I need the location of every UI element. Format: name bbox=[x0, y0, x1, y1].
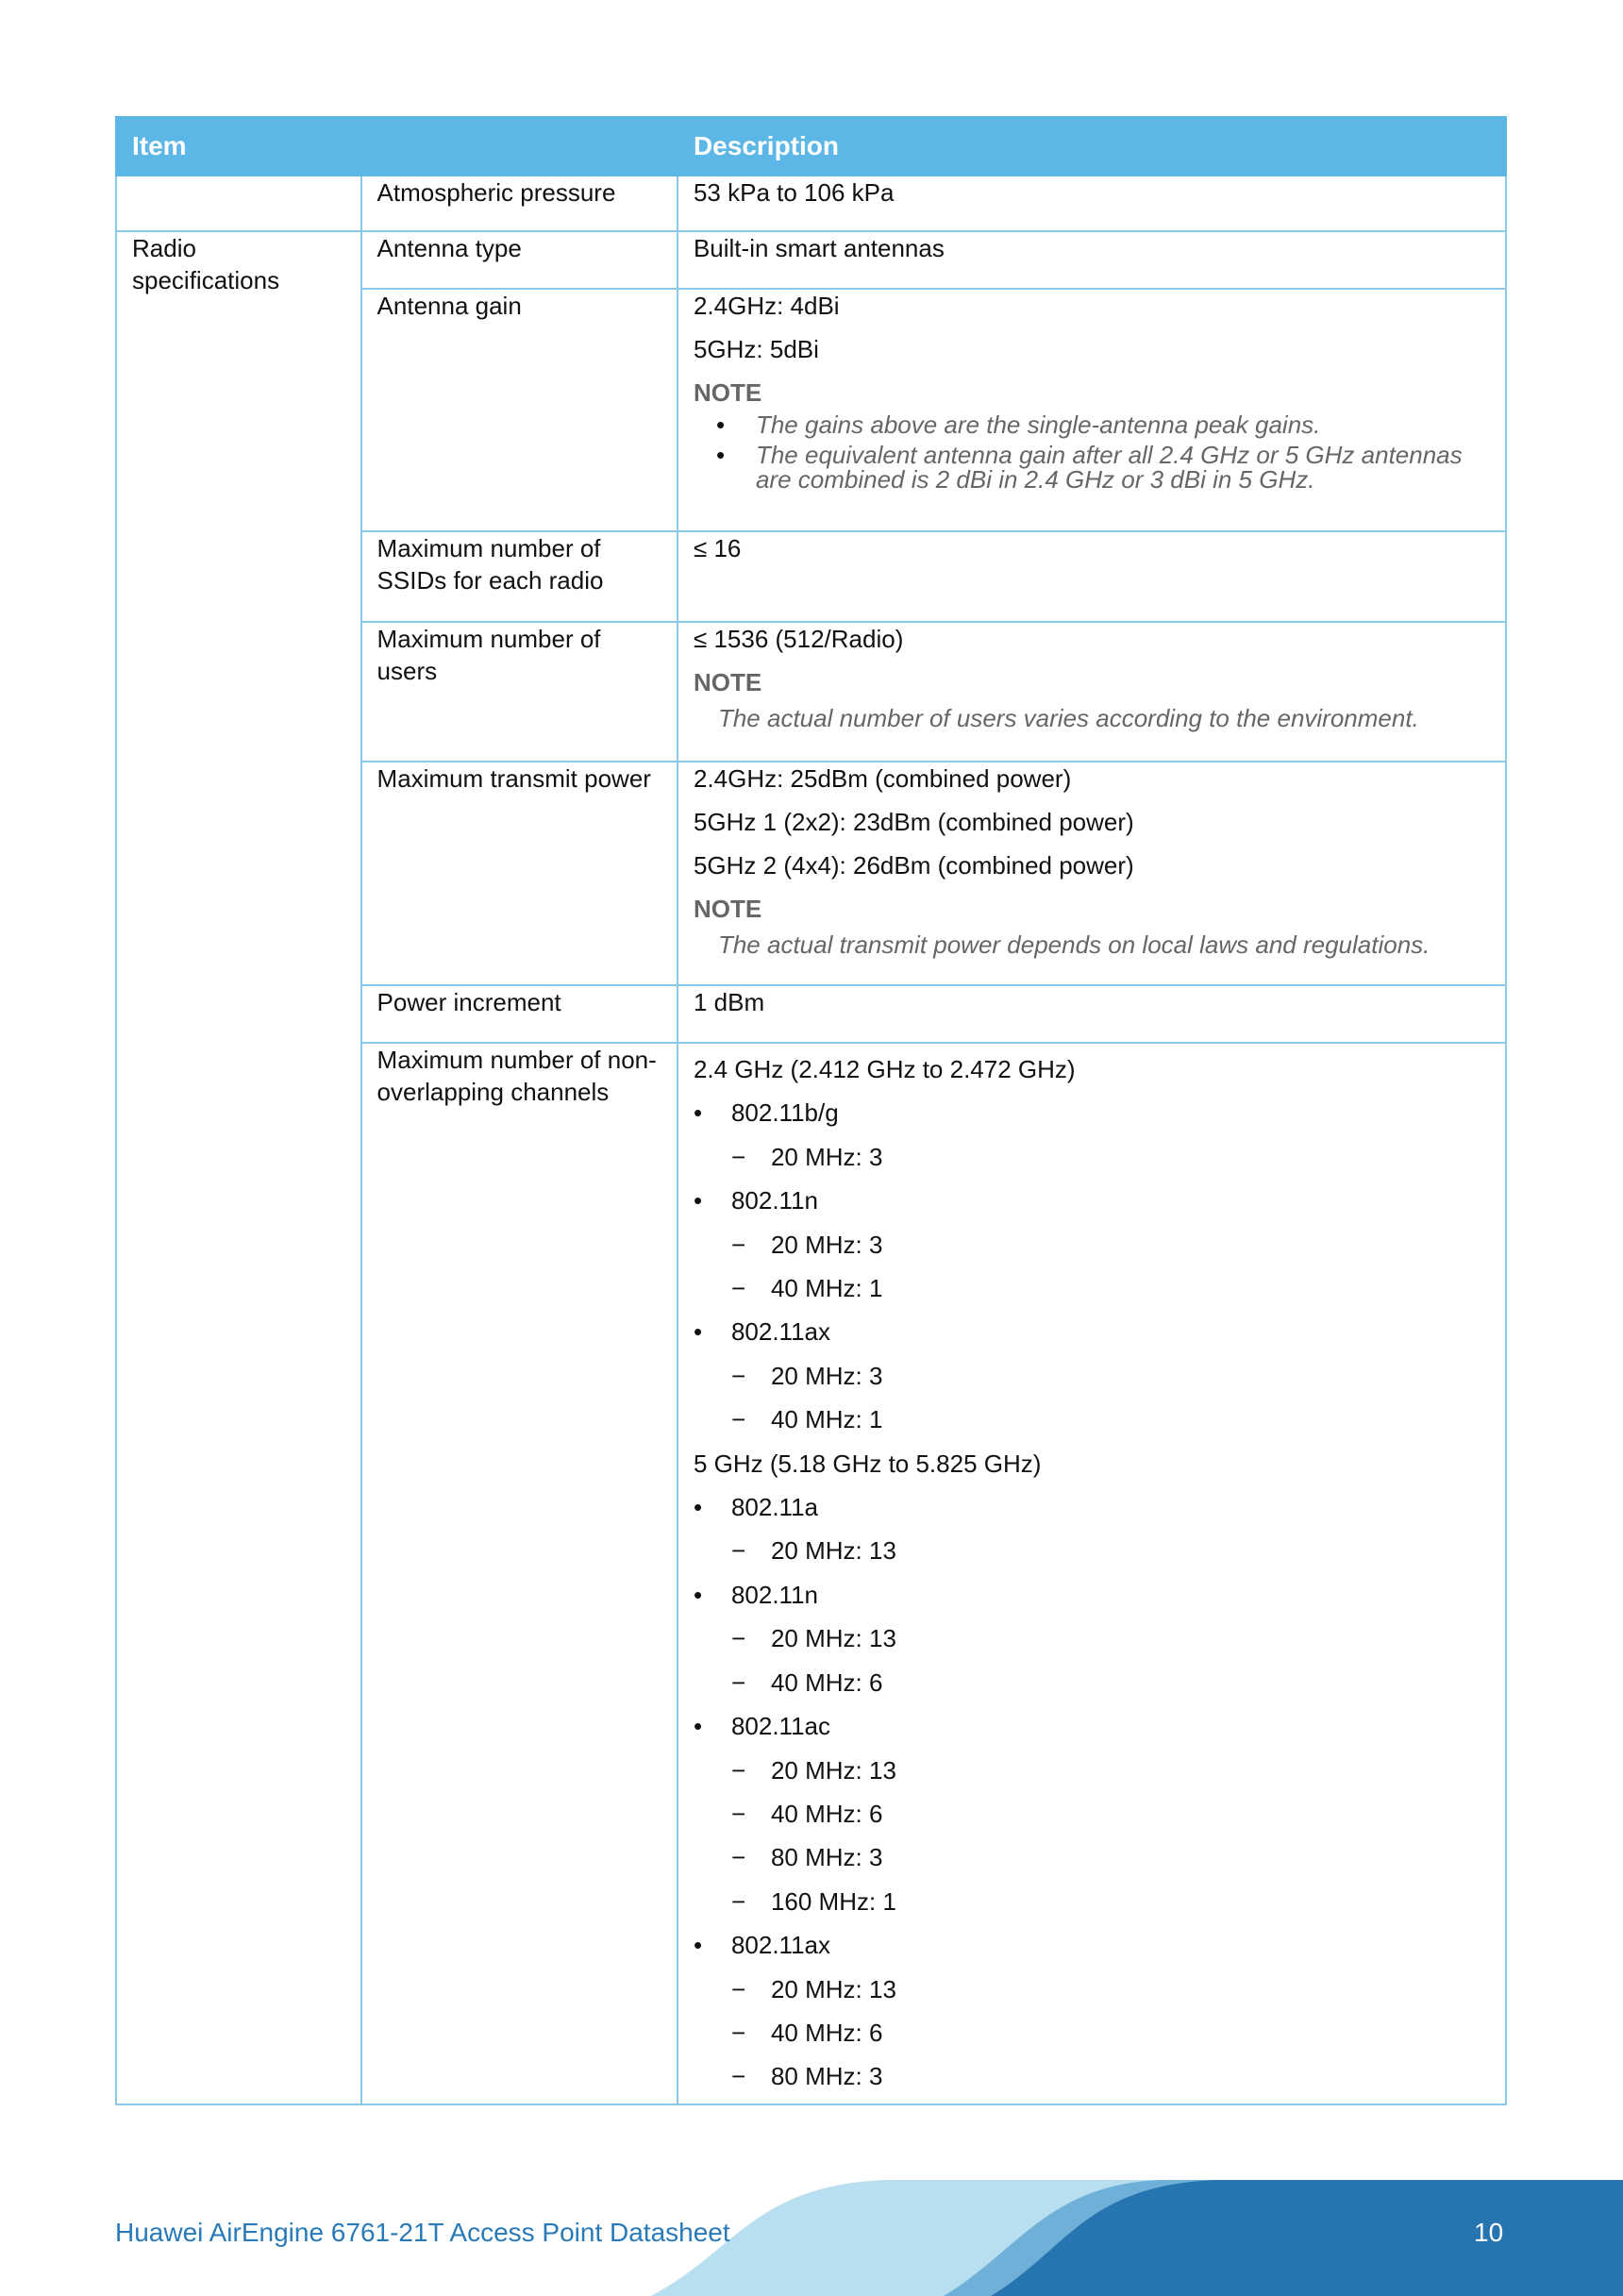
channel-width-item bbox=[694, 1529, 1490, 1572]
channel-width-text: 80 MHz: 3 bbox=[770, 2062, 883, 2091]
dash-icon: − bbox=[730, 2062, 746, 2091]
note-item bbox=[694, 412, 1490, 437]
value-cell: 1 dBm bbox=[678, 985, 1506, 1043]
dash-icon: − bbox=[730, 1230, 746, 1259]
standard-item bbox=[694, 1573, 1490, 1617]
channel-width-item bbox=[694, 1135, 1490, 1179]
item-cell: Antenna type bbox=[361, 231, 678, 289]
standard-name: 802.11ax bbox=[730, 1317, 831, 1347]
bullet-icon: • bbox=[693, 1186, 703, 1215]
value-cell bbox=[678, 289, 1506, 531]
bullet-icon: • bbox=[693, 1580, 703, 1609]
value-cell bbox=[678, 1043, 1506, 2104]
header-item: Item bbox=[116, 117, 678, 176]
value-cell: 53 kPa to 106 kPa bbox=[678, 176, 1506, 231]
band-title: 2.4 GHz (2.412 GHz to 2.472 GHz) bbox=[693, 1055, 1076, 1083]
channel-width-item bbox=[694, 1617, 1490, 1660]
channel-width-item bbox=[694, 1749, 1490, 1792]
channel-width-item bbox=[694, 2054, 1490, 2098]
standard-name: 802.11n bbox=[730, 1580, 819, 1609]
dash-icon: − bbox=[730, 1755, 746, 1785]
channel-width-item bbox=[694, 1398, 1490, 1441]
header-description: Description bbox=[678, 117, 1506, 176]
bullet-icon: • bbox=[693, 1098, 703, 1128]
dash-icon: − bbox=[730, 1843, 746, 1872]
note-label: NOTE bbox=[693, 378, 762, 407]
dash-icon: − bbox=[730, 1886, 746, 1916]
channel-width-text: 20 MHz: 13 bbox=[770, 1624, 896, 1653]
note-label: NOTE bbox=[693, 895, 762, 923]
item-cell: Maximum number of SSIDs for each radio bbox=[361, 531, 678, 622]
channel-width-text: 20 MHz: 13 bbox=[770, 1755, 896, 1785]
channel-width-text: 20 MHz: 3 bbox=[770, 1230, 883, 1259]
channel-width-text: 40 MHz: 1 bbox=[770, 1405, 883, 1434]
dash-icon: − bbox=[730, 1405, 746, 1434]
note-text: The gains above are the single-antenna peak gains. bbox=[755, 411, 1321, 439]
standard-name: 802.11ax bbox=[730, 1931, 831, 1960]
standard-item bbox=[694, 1179, 1490, 1222]
bullet-icon: • bbox=[693, 1931, 703, 1960]
standard-name: 802.11b/g bbox=[730, 1098, 839, 1128]
bullet-icon: • bbox=[715, 441, 726, 469]
value-cell bbox=[678, 762, 1506, 985]
item-cell: Atmospheric pressure bbox=[361, 176, 678, 231]
bullet-icon: • bbox=[693, 1493, 703, 1522]
channel-width-text: 20 MHz: 3 bbox=[770, 1361, 883, 1390]
channel-width-text: 80 MHz: 3 bbox=[770, 1843, 883, 1872]
item-cell: Maximum number of non-overlapping channels bbox=[361, 1043, 678, 2104]
channel-list bbox=[694, 1047, 1490, 2099]
value-line: 5GHz 1 (2x2): 23dBm (combined power) bbox=[693, 808, 1134, 836]
value-line: 5GHz: 5dBi bbox=[693, 335, 819, 363]
channel-width-text: 160 MHz: 1 bbox=[770, 1886, 896, 1916]
bullet-icon: • bbox=[693, 1712, 703, 1741]
item-cell: Power increment bbox=[361, 985, 678, 1043]
table-header-row bbox=[116, 117, 1506, 176]
item-cell: Maximum transmit power bbox=[361, 762, 678, 985]
item-cell: Maximum number of users bbox=[361, 622, 678, 762]
table-row bbox=[116, 176, 1506, 231]
standard-name: 802.11n bbox=[730, 1186, 819, 1215]
standard-name: 802.11a bbox=[730, 1493, 819, 1522]
note-item bbox=[694, 443, 1490, 492]
value-cell: Built-in smart antennas bbox=[678, 231, 1506, 289]
channel-width-text: 20 MHz: 13 bbox=[770, 1536, 896, 1566]
dash-icon: − bbox=[730, 1361, 746, 1390]
channel-width-text: 40 MHz: 6 bbox=[770, 1668, 883, 1697]
standard-item bbox=[694, 1923, 1490, 1967]
channel-width-text: 40 MHz: 1 bbox=[770, 1274, 883, 1303]
standard-item bbox=[694, 1091, 1490, 1134]
spec-table bbox=[115, 116, 1507, 2105]
channel-width-item bbox=[694, 1223, 1490, 1266]
channel-width-item bbox=[694, 1968, 1490, 2011]
standard-item bbox=[694, 1704, 1490, 1748]
dash-icon: − bbox=[730, 1142, 746, 1171]
note-list bbox=[694, 412, 1490, 492]
value-line: 2.4GHz: 25dBm (combined power) bbox=[693, 764, 1072, 793]
channel-width-text: 20 MHz: 3 bbox=[770, 1142, 883, 1171]
value-line: 5GHz 2 (4x4): 26dBm (combined power) bbox=[693, 851, 1134, 880]
note-text: The equivalent antenna gain after all 2.4 GHz or 5 GHz antennas are combined is 2 dBi in 2.4 GHz or 3 dBi in 5 GHz. bbox=[755, 441, 1463, 494]
channel-width-item bbox=[694, 1354, 1490, 1398]
bullet-icon: • bbox=[693, 1317, 703, 1347]
group-cell-radio: Radio specifications bbox=[116, 231, 361, 2104]
channel-width-item bbox=[694, 2011, 1490, 2054]
note-label: NOTE bbox=[693, 668, 762, 696]
channel-width-text: 40 MHz: 6 bbox=[770, 2018, 883, 2047]
footer-title: Huawei AirEngine 6761-21T Access Point Datasheet bbox=[115, 2218, 730, 2247]
channel-width-item bbox=[694, 1835, 1490, 1879]
value-cell bbox=[678, 622, 1506, 762]
dash-icon: − bbox=[730, 1799, 746, 1828]
note-text: The actual transmit power depends on local laws and regulations. bbox=[717, 930, 1431, 959]
standard-name: 802.11ac bbox=[730, 1712, 831, 1741]
value-cell: ≤ 16 bbox=[678, 531, 1506, 622]
note-text: The actual number of users varies according to the environment. bbox=[717, 704, 1419, 732]
bullet-icon: • bbox=[715, 411, 726, 439]
channel-width-item bbox=[694, 1266, 1490, 1310]
standard-item bbox=[694, 1485, 1490, 1529]
table-row bbox=[116, 231, 1506, 289]
item-cell: Antenna gain bbox=[361, 289, 678, 531]
band-title: 5 GHz (5.18 GHz to 5.825 GHz) bbox=[693, 1449, 1042, 1478]
dash-icon: − bbox=[730, 1974, 746, 2003]
dash-icon: − bbox=[730, 1624, 746, 1653]
group-cell bbox=[116, 176, 361, 231]
page-number: 10 bbox=[1474, 2218, 1504, 2247]
channel-width-item bbox=[694, 1792, 1490, 1835]
value-line: ≤ 1536 (512/Radio) bbox=[693, 625, 904, 653]
channel-width-item bbox=[694, 1661, 1490, 1704]
channel-width-item bbox=[694, 1880, 1490, 1923]
channel-width-text: 20 MHz: 13 bbox=[770, 1974, 896, 2003]
dash-icon: − bbox=[730, 1536, 746, 1566]
dash-icon: − bbox=[730, 1668, 746, 1697]
standard-item bbox=[694, 1310, 1490, 1353]
dash-icon: − bbox=[730, 2018, 746, 2047]
channel-width-text: 40 MHz: 6 bbox=[770, 1799, 883, 1828]
value-line: 2.4GHz: 4dBi bbox=[693, 292, 840, 320]
dash-icon: − bbox=[730, 1274, 746, 1303]
